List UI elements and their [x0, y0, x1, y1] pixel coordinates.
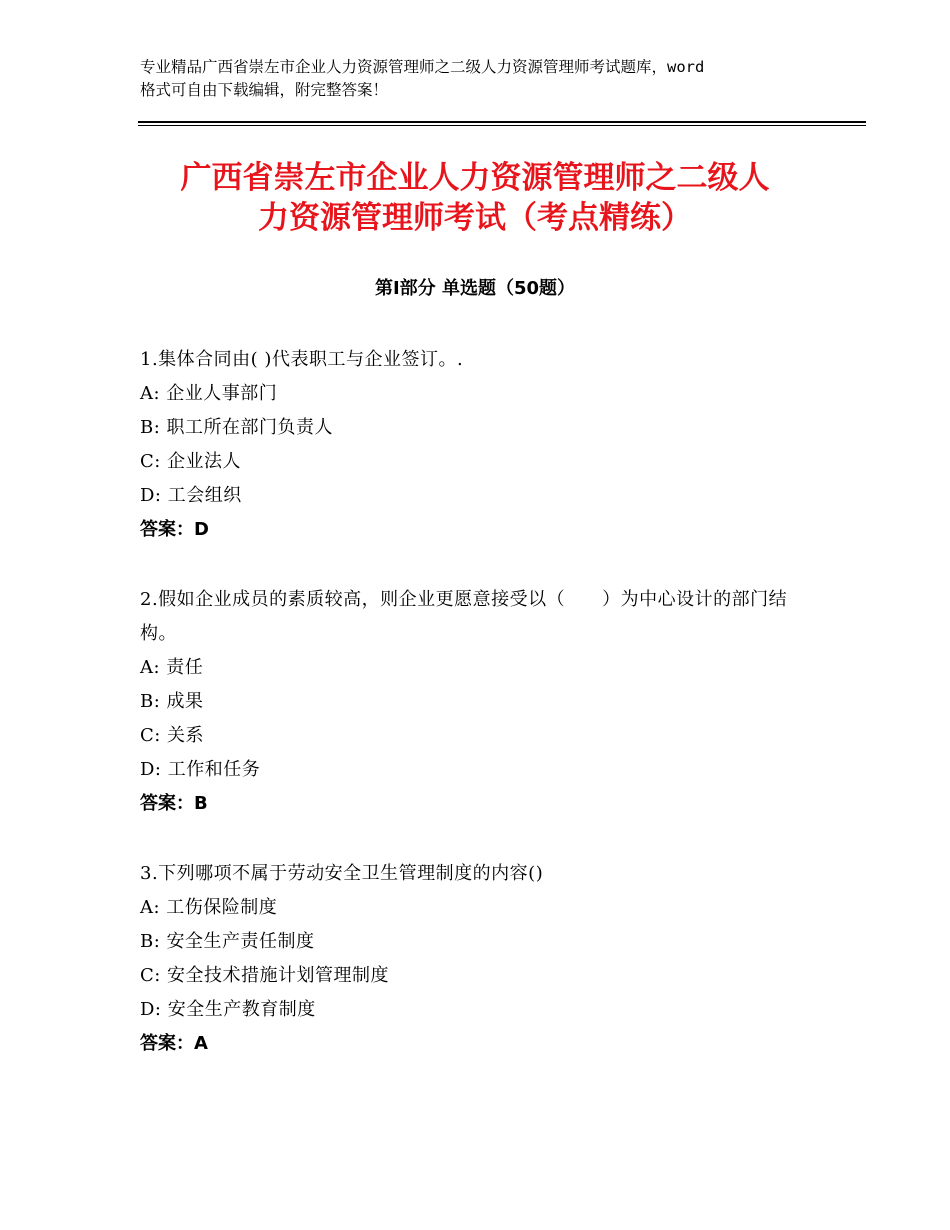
answer: 答案：A	[140, 1033, 208, 1054]
option-d: D: 工作和任务	[140, 759, 261, 780]
question-stem: 3.下列哪项不属于劳动安全卫生管理制度的内容()	[140, 863, 544, 884]
answer: 答案：D	[140, 519, 209, 540]
header-note-line1: 专业精品广西省崇左市企业人力资源管理师之二级人力资源管理师考试题库，word	[140, 58, 705, 76]
option-b: B: 职工所在部门负责人	[140, 417, 334, 438]
answer: 答案：B	[140, 793, 208, 814]
question-stem: 1.集体合同由( )代表职工与企业签订。.	[140, 349, 464, 370]
option-c: C: 关系	[140, 725, 205, 746]
question-2	[140, 583, 820, 821]
question-3	[140, 857, 820, 1061]
option-a: A: 企业人事部门	[140, 383, 278, 404]
option-a: A: 工伤保险制度	[140, 897, 278, 918]
question-1	[140, 343, 820, 547]
header-note	[140, 56, 830, 102]
option-a: A: 责任	[140, 657, 204, 678]
option-c: C: 企业法人	[140, 451, 242, 472]
option-b: B: 安全生产责任制度	[140, 931, 315, 952]
option-b: B: 成果	[140, 691, 204, 712]
question-stem: 2.假如企业成员的素质较高，则企业更愿意接受以（ ）为中心设计的部门结构。	[140, 589, 788, 644]
option-d: D: 安全生产教育制度	[140, 999, 316, 1020]
section-title: 第Ⅰ部分 单选题（50题）	[374, 278, 575, 299]
option-d: D: 工会组织	[140, 485, 242, 506]
header-rule-thick	[138, 121, 866, 123]
option-c: C: 安全技术措施计划管理制度	[140, 965, 390, 986]
header-note-line2: 格式可自由下载编辑，附完整答案！	[140, 81, 389, 99]
header-rule-thin	[138, 125, 866, 126]
question-list	[140, 343, 820, 1097]
document-title-line1: 广西省崇左市企业人力资源管理师之二级人	[180, 160, 770, 196]
document-title	[140, 158, 810, 238]
document-title-line2: 力资源管理师考试（考点精练）	[258, 200, 692, 236]
